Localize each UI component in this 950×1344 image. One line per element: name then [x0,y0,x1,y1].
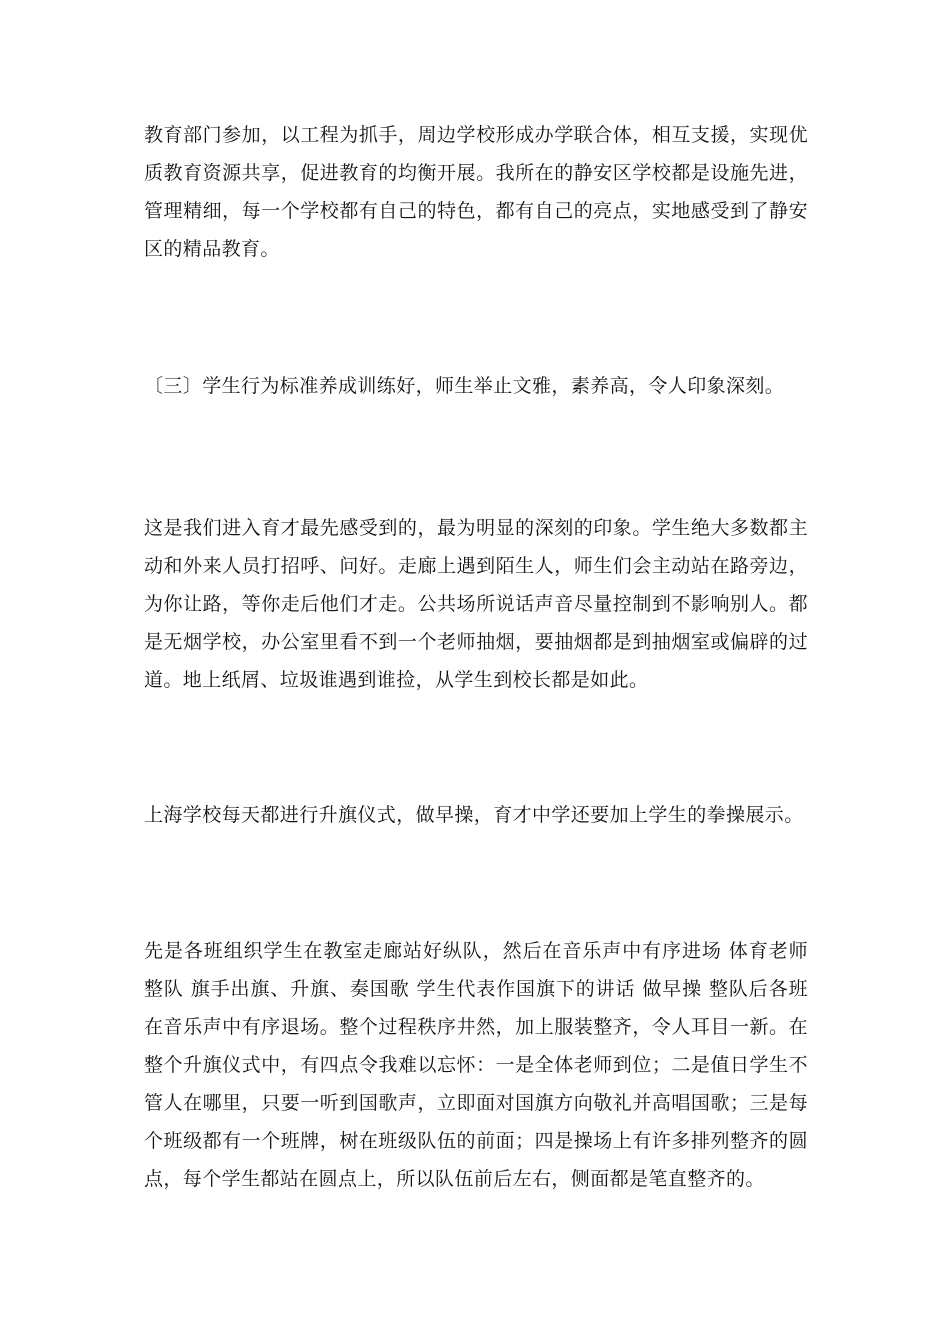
paragraph-section-three-heading: 〔三〕学生行为标准养成训练好，师生举止文雅，素养高，令人印象深刻。 [144,375,785,397]
paragraph-first-impression: 这是我们进入育才最先感受到的，最为明显的深刻的印象。学生绝大多数都主动和外来人员打招呼、问好。走廊上遇到陌生人，师生们会主动站在路旁边，为你让路，等你走后他们才走。公共场所说话声音尽量控制到不影响别人。都是无烟学校，办公室里看不到一个老师抽烟，要抽烟都是到抽烟室或偏辟的过道。地上纸屑、垃圾谁遇到谁捡，从学生到校长都是如此。 [144,517,808,691]
paragraph-flag-ceremony-intro: 上海学校每天都进行升旗仪式，做早操，育才中学还要加上学生的拳操展示。 [144,804,804,826]
paragraph-flag-ceremony-details: 先是各班组织学生在教室走廊站好纵队，然后在音乐声中有序进场 体育老师整队 旗手出旗、升旗、奏国歌 学生代表作国旗下的讲话 做早操 整队后各班在音乐声中有序退场。整个过程秩序井然，加上服装整齐，令人耳目一新。在整个升旗仪式中，有四点令我难以忘怀：一是全体老师到位；二是值日学生不管人在哪里，只要一听到国歌声，立即面对国旗方向敬礼并高唱国歌；三是每个班级都有一个班牌，树在班级队伍的前面；四是操场上有许多排列整齐的圆点，每个学生都站在圆点上，所以队伍前后左右，侧面都是笔直整齐的。 [144,940,808,1190]
paragraph-education-resources: 教育部门参加，以工程为抓手，周边学校形成办学联合体，相互支援，实现优质教育资源共享，促进教育的均衡开展。我所在的静安区学校都是设施先进，管理精细，每一个学校都有自己的特色，都有自己的亮点，实地感受到了静安区的精品教育。 [144,124,808,260]
